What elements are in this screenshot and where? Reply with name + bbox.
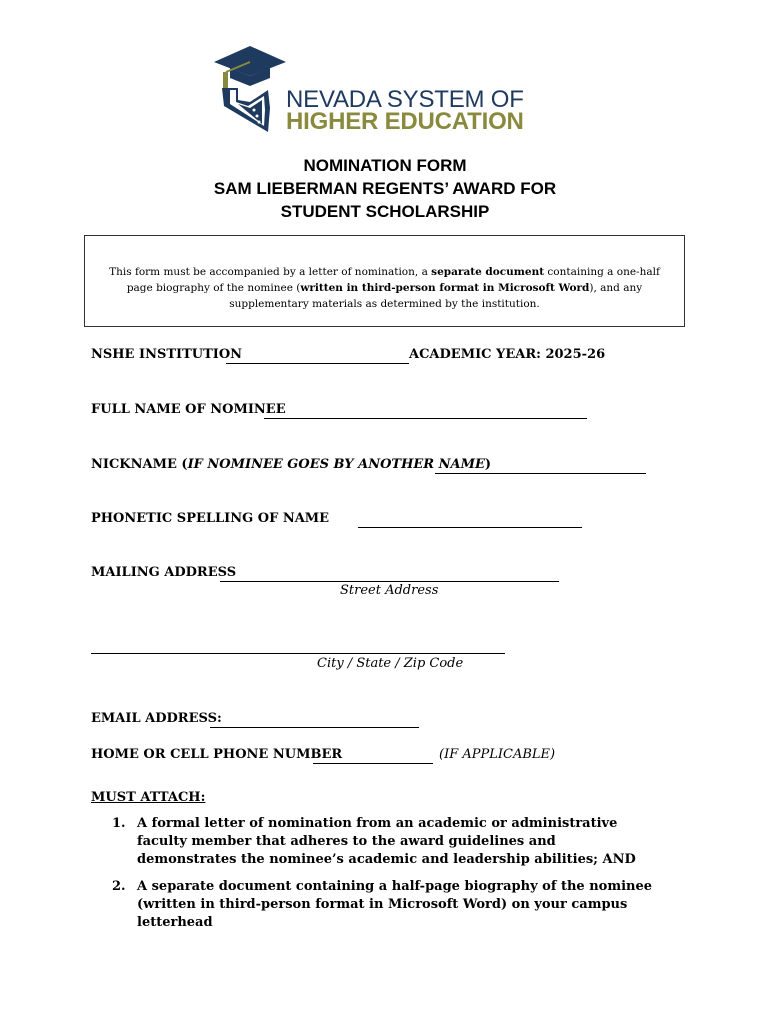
notice-box (84, 235, 685, 327)
nickname-prefix: NICKNAME ( (91, 457, 188, 472)
list-number: 1. (112, 816, 126, 831)
logo-text-line2: HIGHER EDUCATION (286, 108, 524, 135)
award-title-line2: STUDENT SCHOLARSHIP (280, 202, 490, 221)
street-address-hint: Street Address (340, 583, 439, 598)
attachment-list (112, 815, 652, 941)
graduation-cap-nevada-icon (210, 40, 290, 140)
nickname-suffix: ) (484, 457, 492, 472)
list-number: 2. (112, 879, 126, 894)
notice-text (105, 264, 664, 312)
nickname-input-line[interactable] (435, 473, 646, 474)
award-title-line1: SAM LIEBERMAN REGENTS’ AWARD FOR (213, 179, 557, 198)
notice-bold1: separate document (431, 266, 545, 278)
phone-label: HOME OR CELL PHONE NUMBER (91, 747, 343, 762)
phonetic-input-line[interactable] (358, 527, 582, 528)
full-name-input-line[interactable] (264, 418, 587, 419)
nickname-italic: IF NOMINEE GOES BY ANOTHER NAME (187, 457, 485, 472)
notice-part1: This form must be accompanied by a letter of nomination, a (109, 266, 432, 278)
phone-input-line[interactable] (313, 763, 433, 764)
email-input-line[interactable] (210, 727, 419, 728)
notice-bold2: written in third-person format in Microsoft Word (300, 282, 590, 294)
phone-hint: (IF APPLICABLE) (439, 747, 556, 762)
form-title: NOMINATION FORM (303, 156, 467, 175)
list-item-text: A formal letter of nomination from an academic or administrative faculty member that adheres to the award guidelines and demonstrates the nominee’s academic and leadership abilities; AND (137, 816, 636, 867)
logo-text-line1: NEVADA SYSTEM OF (286, 86, 524, 113)
institution-input-line[interactable] (226, 363, 409, 364)
notice-part2: containing a one-half page biography of the nominee ( (126, 266, 660, 294)
full-name-label: FULL NAME OF NOMINEE (91, 402, 286, 417)
academic-year-label: ACADEMIC YEAR: 2025-26 (409, 347, 606, 362)
city-state-zip-input-line[interactable] (91, 653, 505, 654)
phonetic-label: PHONETIC SPELLING OF NAME (91, 511, 330, 526)
mailing-address-label: MAILING ADDRESS (91, 565, 237, 580)
institution-label: NSHE INSTITUTION (91, 347, 243, 362)
email-label: EMAIL ADDRESS: (91, 711, 222, 726)
nickname-label (91, 457, 491, 472)
notice-part3: ), and any supplementary materials as determined by the institution. (229, 282, 643, 310)
must-attach-heading: MUST ATTACH: (91, 790, 206, 805)
list-item (112, 878, 652, 932)
list-item-text: A separate document containing a half-page biography of the nominee (written in third-person format in Microsoft Word) on your campus letterhead (137, 879, 653, 930)
street-address-input-line[interactable] (220, 581, 559, 582)
city-state-zip-hint: City / State / Zip Code (317, 656, 464, 671)
list-item (112, 815, 652, 869)
